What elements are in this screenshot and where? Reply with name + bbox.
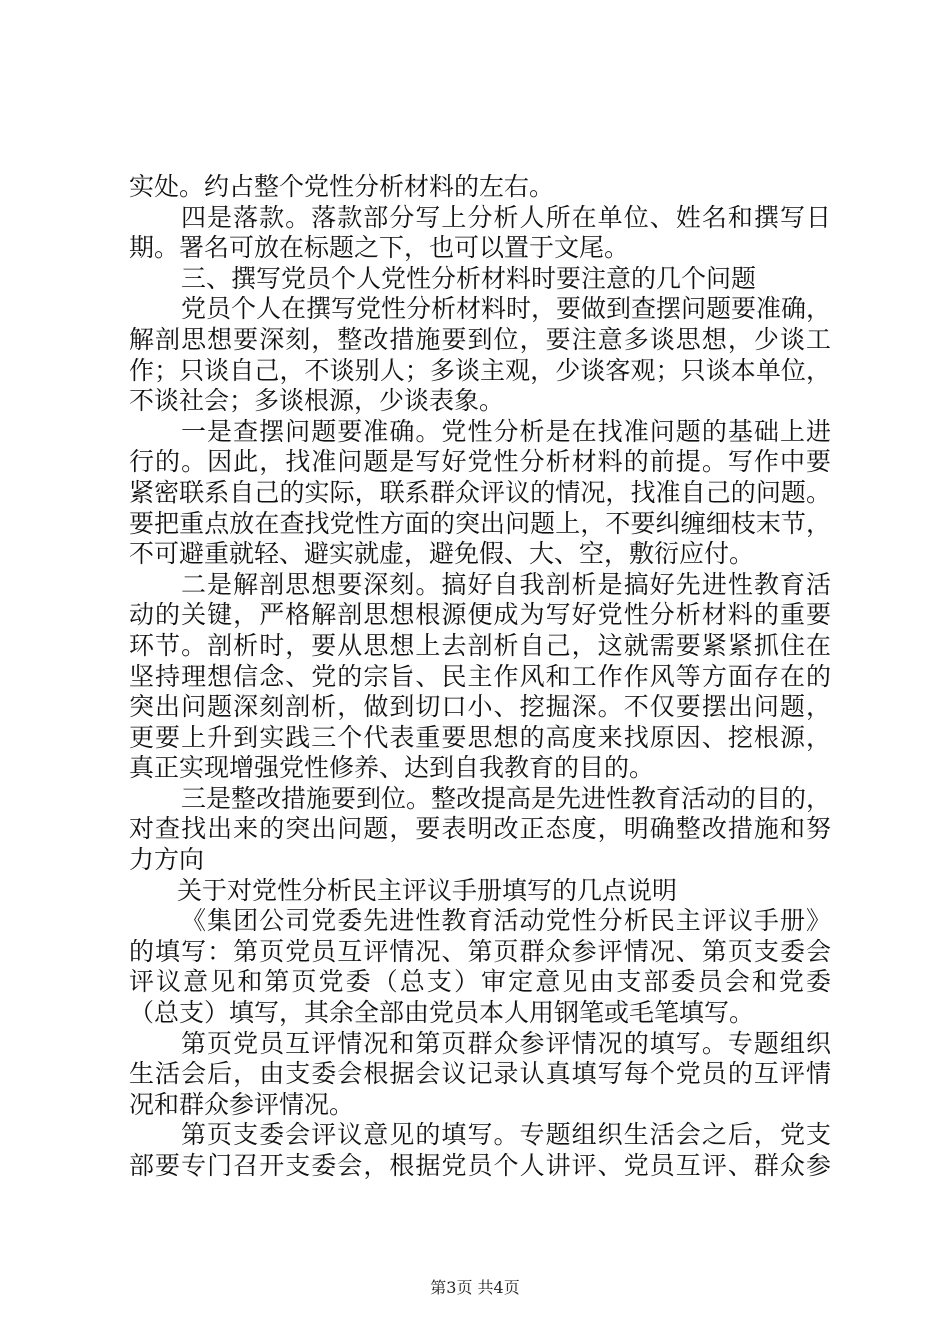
- text-line: 对查找出来的突出问题，要表明改正态度，明确整改措施和努: [129, 814, 831, 844]
- text-line: 期。署名可放在标题之下，也可以置于文尾。: [129, 233, 630, 263]
- page-number-label: 第3页 共4页: [430, 1278, 520, 1297]
- text-line: 力方向: [129, 845, 205, 875]
- text-line: 不谈社会；多谈根源，少谈表象。: [129, 386, 505, 416]
- text-line: 关于对党性分析民主评议手册填写的几点说明: [177, 875, 678, 905]
- text-line: 环节。剖析时，要从思想上去剖析自己，这就需要紧紧抓住在: [129, 630, 831, 660]
- text-line: 党员个人在撰写党性分析材料时，要做到查摆问题要准确，: [181, 294, 831, 324]
- text-line: 实处。约占整个党性分析材料的左右。: [129, 172, 555, 201]
- text-line: 三是整改措施要到位。整改提高是先进性教育活动的目的，: [181, 783, 831, 813]
- document-body: [129, 172, 831, 1182]
- text-line: 更要上升到实践三个代表重要思想的高度来找原因、挖根源，: [129, 722, 831, 752]
- text-line: 第页党员互评情况和第页群众参评情况的填写。专题组织: [181, 1028, 831, 1058]
- text-line: 坚持理想信念、党的宗旨、民主作风和工作作风等方面存在的: [129, 661, 831, 691]
- text-line: 四是落款。落款部分写上分析人所在单位、姓名和撰写日: [181, 202, 831, 232]
- text-line: 二是解剖思想要深刻。搞好自我剖析是搞好先进性教育活: [181, 569, 831, 599]
- text-line: 评议意见和第页党委（总支）审定意见由支部委员会和党委: [129, 967, 831, 997]
- text-line: 动的关键，严格解剖思想根源便成为写好党性分析材料的重要: [129, 600, 831, 630]
- text-line: 一是查摆问题要准确。党性分析是在找准问题的基础上进: [181, 416, 831, 446]
- text-line: 生活会后，由支委会根据会议记录认真填写每个党员的互评情: [129, 1059, 831, 1089]
- text-line: 作；只谈自己，不谈别人；多谈主观，少谈客观；只谈本单位，: [129, 355, 831, 385]
- text-line: 行的。因此，找准问题是写好党性分析材料的前提。写作中要: [129, 447, 831, 477]
- text-line: 的填写：第页党员互评情况、第页群众参评情况、第页支委会: [129, 936, 831, 966]
- text-line: 不可避重就轻、避实就虚，避免假、大、空，敷衍应付。: [129, 539, 755, 569]
- text-line: 第页支委会评议意见的填写。专题组织生活会之后，党支: [181, 1120, 831, 1150]
- text-line: （总支）填写，其余全部由党员本人用钢笔或毛笔填写。: [129, 998, 755, 1028]
- text-line: 部要专门召开支委会，根据党员个人讲评、党员互评、群众参: [129, 1151, 831, 1180]
- text-line: 三、撰写党员个人党性分析材料时要注意的几个问题: [181, 263, 757, 293]
- text-line: 解剖思想要深刻，整改措施要到位，要注意多谈思想，少谈工: [129, 324, 831, 354]
- text-line: 况和群众参评情况。: [129, 1089, 355, 1119]
- text-line: 紧密联系自己的实际，联系群众评议的情况，找准自己的问题。: [129, 477, 831, 507]
- text-line: 真正实现增强党性修养、达到自我教育的目的。: [129, 753, 655, 783]
- text-line: 《集团公司党委先进性教育活动党性分析民主评议手册》: [181, 906, 831, 936]
- text-line: 突出问题深刻剖析，做到切口小、挖掘深。不仅要摆出问题，: [129, 692, 831, 722]
- page-footer: [0, 1278, 950, 1298]
- text-line: 要把重点放在查找党性方面的突出问题上，不要纠缠细枝末节，: [129, 508, 831, 538]
